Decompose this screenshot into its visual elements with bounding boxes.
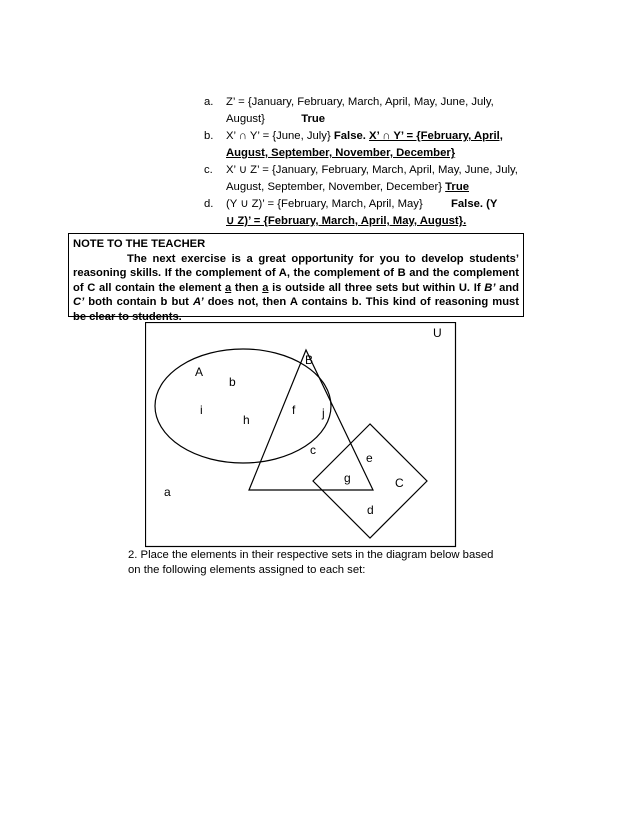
element-f: f <box>292 403 296 417</box>
answer-a-statement: Z’ = {January, February, March, April, May, June, July, August} <box>226 96 494 125</box>
note-a-complement: A’ <box>193 296 204 309</box>
element-e: e <box>366 451 373 465</box>
element-i: i <box>200 403 203 417</box>
answer-d-statement: (Y ∪ Z)’ = {February, March, April, May} <box>226 198 423 210</box>
element-j: j <box>322 406 325 420</box>
set-c-diamond <box>313 424 427 538</box>
teacher-note-box <box>68 233 524 323</box>
answer-a <box>204 94 524 128</box>
answer-d <box>204 196 524 230</box>
set-a-label: A <box>195 365 204 379</box>
note-b-complement: B’ <box>484 281 496 294</box>
answer-d-label: d. <box>204 198 214 210</box>
answer-a-verdict: True <box>301 113 326 125</box>
note-c-complement: C’ <box>73 296 85 309</box>
element-c: c <box>310 443 316 457</box>
answer-b-statement: X’ ∩ Y’ = {June, July} <box>226 130 331 142</box>
element-d: d <box>367 503 374 517</box>
element-h: h <box>243 413 250 427</box>
answer-c-verdict: True <box>445 181 470 193</box>
set-b-label: B <box>305 353 314 367</box>
answer-b-correction: X’ ∩ Y’ = {February, April, August, September, November, December} <box>226 130 503 159</box>
element-g: g <box>344 471 351 485</box>
answer-d-correction-start: (Y <box>486 198 498 210</box>
set-c-label: C <box>395 476 404 490</box>
set-b-triangle <box>249 350 373 490</box>
answer-a-label: a. <box>204 96 214 108</box>
universal-set-rectangle <box>146 323 456 547</box>
answer-d-verdict: False. <box>451 198 484 210</box>
answer-c-statement: X’ ∪ Z’ = {January, February, March, April, May, June, July, August, September, November, December} <box>226 164 518 193</box>
answer-d-correction-end: ∪ Z)’ = {February, March, April, May, August}. <box>226 215 467 227</box>
answer-c-label: c. <box>204 164 213 176</box>
element-a: a <box>164 485 171 499</box>
element-b: b <box>229 375 236 389</box>
note-element-a-1: a <box>224 281 232 294</box>
exercise-2-instruction: 2. Place the elements in their respective sets in the diagram below based on the following elements assigned to each set: <box>128 549 494 576</box>
teacher-note-title: NOTE TO THE TEACHER <box>73 238 206 250</box>
answer-b-verdict: False. <box>333 130 366 142</box>
answer-b-label: b. <box>204 130 214 142</box>
venn-diagram <box>145 322 457 548</box>
note-element-a-2: a <box>262 281 269 294</box>
answer-b <box>204 128 524 162</box>
universe-label: U <box>433 326 442 340</box>
teacher-note-body: The next exercise is a great opportunity for you to develop students’ reasoning skills. If the complement of A, the complement of B and the complement of C all contain the element a then a is outside all three sets but within U. If B’ and C’ both contain b but A’ does not, then A contains b. This kind of reasoning must be clear to students. <box>73 252 519 323</box>
answer-c <box>204 162 524 196</box>
